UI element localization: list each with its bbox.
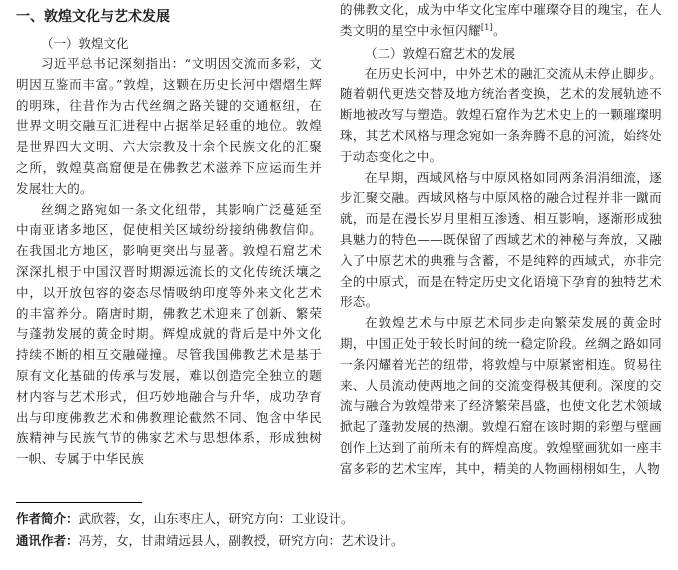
subsection-title-1: （一）敦煌文化 [41, 36, 129, 51]
section-title: 一、敦煌文化与艺术发展 [16, 9, 170, 25]
footnote-author-text: 武欣蓉，女，山东枣庄人，研究方向：工业设计。 [78, 511, 354, 526]
footnote-corresponding-text: 冯芳，女，甘肃靖远县人，副教授，研究方向：艺术设计。 [78, 533, 404, 548]
footnote-author [16, 510, 666, 528]
right-column [340, 0, 662, 480]
footnote-divider [16, 502, 142, 503]
paragraph-left-1: 习近平总书记深刻指出：“文明因交流而多彩，文明因互鉴而丰富。”敦煌，这颗在历史长河中熠熠生辉的明珠，往昔作为古代丝绸之路关键的交通枢纽，在世界文明交融互汇进程中占据举足轻重的地位。敦煌是世界四大文明、六大宗教及十余个民族文化的汇聚之所，敦煌莫高窟便是在佛教艺术滋养下应运而生并发展壮大的。 [16, 56, 322, 196]
footnote-corresponding-label: 通讯作者： [16, 533, 79, 548]
footnote-author-label: 作者简介： [16, 511, 79, 526]
paragraph-right-continued [340, 0, 662, 42]
left-column [16, 0, 322, 470]
footnote-corresponding [16, 532, 666, 550]
paragraph-left-2: 丝绸之路宛如一条文化纽带，其影响广泛蔓延至中南亚诸多地区，促使相关区域纷纷接纳佛教信仰。在我国北方地区，影响更突出与显著。敦煌石窟艺术深深扎根于中国汉晋时期源远流长的文化传统沃壤之中，以开放包容的姿态尽情吸纳印度等外来文化艺术的丰富养分。隋唐时期，佛教艺术迎来了创新、繁荣与蓬勃发展的黄金时期。辉煌成就的背后是中外文化持续不断的相互交融碰撞。尽管我国佛教艺术是基于原有文化基础的传承与发展，难以创造完全独立的题材内容与艺术形式，但巧妙地融合与升华，成功孕育出与印度佛教艺术和佛教理论截然不同、饱含中华民族精神与民族气节的佛家艺术与思想体系，形成独树一帜、专属于中华民族 [16, 201, 322, 467]
paragraph-right-2: 在早期，西域风格与中原风格如同两条涓涓细流，逐步汇聚交融。西域风格与中原风格的融合过程并非一蹴而就，而是在漫长岁月里相互渗透、相互影响，逐渐形成独具魅力的特色——既保留了西域艺术的神秘与奔放，又融入了中原艺术的典雅与含蓄，不是纯粹的西域式，亦非完全的中原式，而是在特定历史文化语境下孕育的独特艺术形态。 [340, 169, 662, 310]
subsection-title-2: （二）敦煌石窟艺术的发展 [365, 45, 516, 61]
paragraph-right-continued-end: 。 [493, 22, 506, 38]
citation-ref[interactable]: [1] [480, 22, 494, 32]
paragraph-right-3: 在敦煌艺术与中原艺术同步走向繁荣发展的黄金时期，中国正处于较长时间的统一稳定阶段。丝绸之路如同一条闪耀着光芒的纽带，将敦煌与中原紧密相连。贸易往来、人员流动使两地之间的交流变得极其便利。深度的交流与融合为敦煌带来了经济繁荣昌盛，也使文化艺术领域掀起了蓬勃发展的热潮。敦煌石窟在该时期的彩塑与壁画创作上达到了前所未有的辉煌高度。敦煌壁画犹如一座丰富多彩的艺术宝库，其中，精美的人物画栩栩如生，人物 [340, 315, 662, 476]
paragraph-right-1: 在历史长河中，中外艺术的融汇交流从未停止脚步。随着朝代更迭交替及地方统治者变换，艺术的发展轨迹不断地被改写与塑造。敦煌石窟作为艺术史上的一颗璀璨明珠，其艺术风格与理念宛如一条奔腾不息的河流，始终处于动态变化之中。 [340, 65, 662, 164]
paragraph-right-continued-text: 的佛教文化，成为中华文化宝库中璀璨夺目的瑰宝，在人类文明的星空中永恒闪耀 [340, 2, 662, 38]
